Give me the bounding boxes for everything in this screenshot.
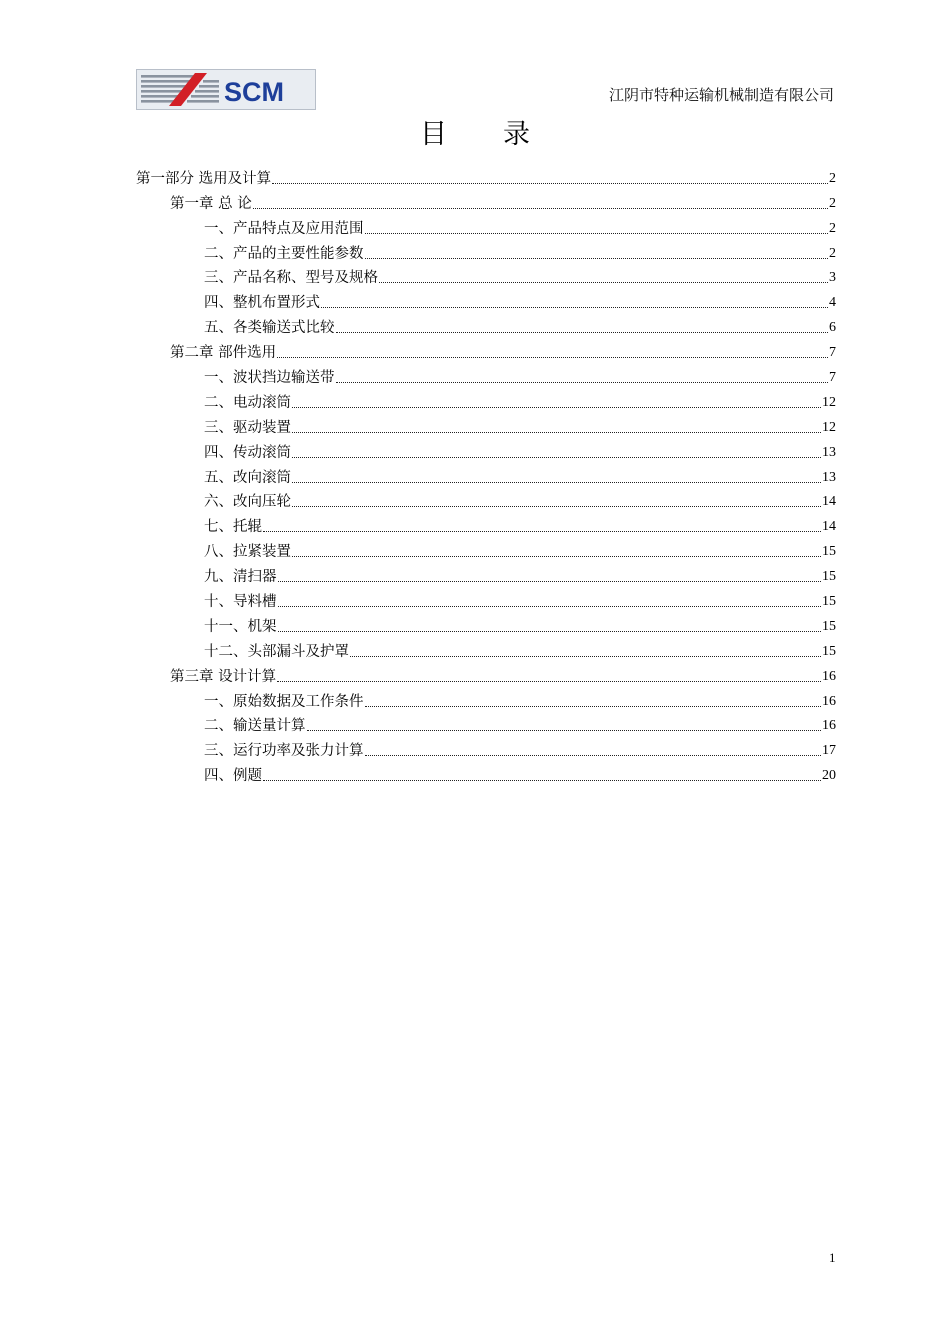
toc-entry-page: 16 <box>822 668 836 684</box>
toc-entry[interactable] <box>136 736 836 761</box>
toc-entry-page: 2 <box>829 245 836 261</box>
toc-dot-leader <box>365 258 829 259</box>
toc-dot-leader <box>365 233 829 234</box>
toc-entry[interactable] <box>136 687 836 712</box>
toc-entry-page: 13 <box>822 469 836 485</box>
toc-entry[interactable] <box>136 761 836 786</box>
toc-dot-leader <box>292 432 821 433</box>
logo-text: SCM <box>224 77 284 107</box>
toc-entry[interactable] <box>136 712 836 737</box>
toc-entry-title: 三、驱动装置 <box>204 419 291 436</box>
toc-entry[interactable] <box>136 164 836 189</box>
toc-dot-leader <box>277 681 821 682</box>
toc-entry-page: 15 <box>822 643 836 659</box>
toc-entry-page: 6 <box>829 320 836 336</box>
toc-dot-leader <box>292 407 821 408</box>
toc-entry-title: 九、清扫器 <box>204 569 277 586</box>
toc-entry-page: 15 <box>822 594 836 610</box>
toc-dot-leader <box>277 357 828 358</box>
toc-dot-leader <box>278 631 822 632</box>
toc-entry-page: 2 <box>829 220 836 236</box>
toc-entry[interactable] <box>136 587 836 612</box>
toc-entry-page: 20 <box>822 768 836 784</box>
toc-entry[interactable] <box>136 313 836 338</box>
toc-entry-title: 五、改向滚筒 <box>204 469 291 486</box>
toc-entry-title: 五、各类输送式比较 <box>204 320 335 337</box>
toc-entry-page: 14 <box>822 519 836 535</box>
toc-entry[interactable] <box>136 438 836 463</box>
toc-dot-leader <box>292 506 821 507</box>
page-number: 1 <box>829 1250 836 1265</box>
toc-entry-page: 14 <box>822 494 836 510</box>
toc-entry-title: 第一章 总 论 <box>170 195 252 212</box>
toc-entry-title: 四、例题 <box>204 768 262 785</box>
toc-entry-page: 15 <box>822 544 836 560</box>
toc-entry[interactable] <box>136 512 836 537</box>
toc-entry-page: 15 <box>822 569 836 585</box>
page-title <box>0 112 950 151</box>
company-logo <box>136 69 316 110</box>
toc-entry-page: 2 <box>829 195 836 211</box>
toc-entry[interactable] <box>136 264 836 289</box>
toc-entry-title: 一、原始数据及工作条件 <box>204 693 364 710</box>
toc-entry-title: 六、改向压轮 <box>204 494 291 511</box>
toc-dot-leader <box>350 656 821 657</box>
toc-entry-page: 3 <box>829 270 836 286</box>
toc-entry-title: 十一、机架 <box>204 618 277 635</box>
company-name: 江阴市特种运输机械制造有限公司 <box>608 86 834 104</box>
toc-entry-title: 一、产品特点及应用范围 <box>204 220 364 237</box>
toc-entry-page: 17 <box>822 743 836 759</box>
toc-dot-leader <box>278 581 822 582</box>
toc-entry-page: 4 <box>829 295 836 311</box>
toc-entry-page: 15 <box>822 618 836 634</box>
toc-entry-title: 二、产品的主要性能参数 <box>204 245 364 262</box>
toc-entry-title: 三、运行功率及张力计算 <box>204 743 364 760</box>
toc-entry-title: 第一部分 选用及计算 <box>136 170 272 187</box>
toc-entry[interactable] <box>136 562 836 587</box>
toc-entry[interactable] <box>136 239 836 264</box>
toc-entry-page: 13 <box>822 444 836 460</box>
toc-dot-leader <box>253 208 828 209</box>
toc-entry-title: 八、拉紧装置 <box>204 544 291 561</box>
toc-entry-title: 四、整机布置形式 <box>204 295 320 312</box>
toc-dot-leader <box>365 755 822 756</box>
toc-entry[interactable] <box>136 388 836 413</box>
toc-entry-page: 12 <box>822 419 836 435</box>
title-char-right: 录 <box>503 119 530 150</box>
toc-entry-title: 二、电动滚筒 <box>204 394 291 411</box>
toc-entry[interactable] <box>136 288 836 313</box>
toc-dot-leader <box>292 457 821 458</box>
toc-dot-leader <box>292 482 821 483</box>
toc-entry-title: 第三章 设计计算 <box>170 668 277 685</box>
toc-dot-leader <box>379 282 828 283</box>
toc-entry-title: 十二、头部漏斗及护罩 <box>204 643 349 660</box>
title-char-left: 目 <box>420 119 447 150</box>
toc-dot-leader <box>321 307 828 308</box>
toc-dot-leader <box>278 606 822 607</box>
toc-entry[interactable] <box>136 637 836 662</box>
toc-dot-leader <box>292 556 821 557</box>
toc-entry[interactable] <box>136 363 836 388</box>
toc-dot-leader <box>365 706 822 707</box>
toc-entry[interactable] <box>136 338 836 363</box>
toc-dot-leader <box>336 332 829 333</box>
toc-entry-title: 七、托辊 <box>204 519 262 536</box>
toc-entry[interactable] <box>136 662 836 687</box>
table-of-contents <box>136 164 836 786</box>
toc-entry-title: 二、输送量计算 <box>204 718 306 735</box>
toc-entry[interactable] <box>136 413 836 438</box>
toc-entry-title: 十、导料槽 <box>204 594 277 611</box>
scm-logo-graphic <box>137 70 315 109</box>
toc-entry[interactable] <box>136 463 836 488</box>
toc-entry-page: 7 <box>829 345 836 361</box>
toc-entry-title: 三、产品名称、型号及规格 <box>204 270 378 287</box>
toc-dot-leader <box>336 382 829 383</box>
toc-entry[interactable] <box>136 189 836 214</box>
toc-dot-leader <box>307 730 822 731</box>
toc-entry-title: 四、传动滚筒 <box>204 444 291 461</box>
toc-dot-leader <box>263 531 821 532</box>
toc-entry-page: 16 <box>822 693 836 709</box>
toc-entry-title: 第二章 部件选用 <box>170 345 277 362</box>
toc-dot-leader <box>272 183 828 184</box>
toc-entry[interactable] <box>136 488 836 513</box>
toc-entry-page: 12 <box>822 394 836 410</box>
toc-entry-title: 一、波状挡边输送带 <box>204 370 335 387</box>
toc-entry-page: 2 <box>829 170 836 186</box>
toc-entry[interactable] <box>136 214 836 239</box>
toc-dot-leader <box>263 780 821 781</box>
toc-entry[interactable] <box>136 612 836 637</box>
toc-entry-page: 16 <box>822 718 836 734</box>
toc-entry[interactable] <box>136 537 836 562</box>
toc-entry-page: 7 <box>829 370 836 386</box>
